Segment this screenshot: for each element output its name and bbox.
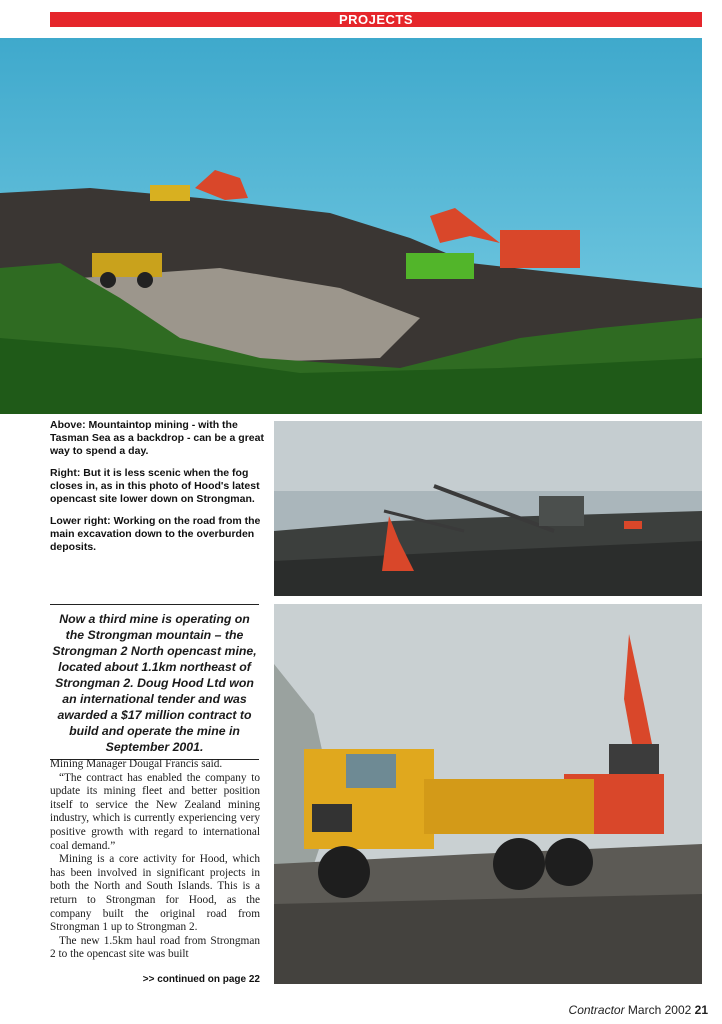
caption-above: Above: Mountaintop mining - with the Tasman Sea as a backdrop - can be a great way to spend a day.	[50, 419, 264, 457]
body-paragraph: “The contract has enabled the company to update its mining fleet and better position itself to service the New Zealand mining industry, which is currently experiencing very positive growth with regard to international coal demand.”	[50, 771, 260, 852]
photo-mountaintop-mining	[0, 38, 702, 414]
body-paragraph: The new 1.5km haul road from Strongman 2 to the opencast site was built	[50, 934, 260, 961]
magazine-name: Contractor	[568, 1003, 625, 1017]
continued-link[interactable]: >> continued on page 22	[142, 974, 260, 985]
photo-road-works	[274, 604, 702, 984]
pull-quote: Now a third mine is operating on the Strongman mountain – the Strongman 2 North opencast mine, located about 1.1km northeast of Strongman 2. Doug Hood Ltd won an international tender and was awarded a $17 million contract to build and operate the mine in September 2001.	[50, 604, 259, 760]
article-body	[50, 758, 260, 962]
page-footer	[569, 1003, 708, 1017]
photo-captions	[50, 419, 264, 563]
page-number: 21	[694, 1003, 708, 1017]
body-paragraph: Mining Manager Dougal Francis said.	[50, 758, 223, 770]
photo-foggy-site	[274, 421, 702, 596]
issue-date: March 2002	[627, 1003, 692, 1017]
section-banner: PROJECTS	[50, 12, 702, 27]
caption-lower-right: Lower right: Working on the road from the main excavation down to the overburden deposits.	[50, 515, 261, 553]
body-paragraph: Mining is a core activity for Hood, which has been involved in significant projects in both the North and South Islands. This is a return to Strongman for Hood, as the company built the original road from Strongman 1 up to Strongman 2.	[50, 853, 260, 934]
caption-right: Right: But it is less scenic when the fog closes in, as in this photo of Hood's latest opencast site lower down on Strongman.	[50, 467, 260, 505]
